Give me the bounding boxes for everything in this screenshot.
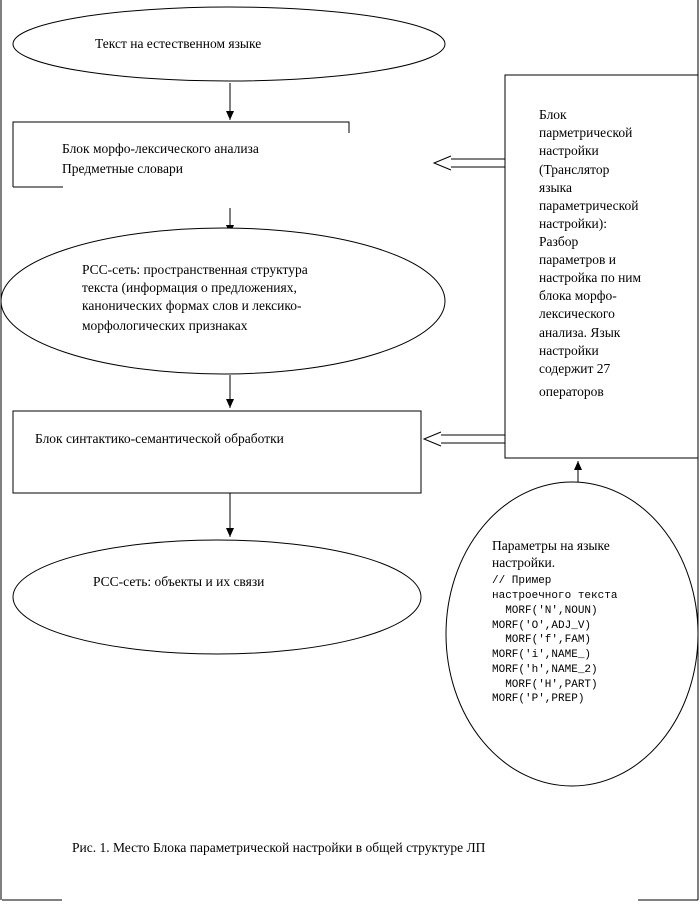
node-morpho-lexical: [13, 122, 349, 187]
node-param-language: [446, 482, 698, 786]
double-arrow-param-to-syntactic: [424, 432, 505, 446]
double-arrow-param-to-morpho: [434, 156, 505, 170]
node-morpho-lexical-label: Блок морфо-лексического анализа Предметные словари: [62, 141, 259, 176]
node-rss-objects-label: РСС-сеть: объекты и их связи: [93, 574, 265, 589]
node-rss-spatial-label: РСС-сеть: пространственная структура текста (информация о предложениях, канонических формах слов и лексико- морфологических признаках: [82, 262, 308, 333]
node-syntactic-semantic: [13, 411, 421, 493]
node-natural-text: [13, 7, 445, 81]
node-rss-objects: [13, 540, 421, 654]
node-param-block-label: Блок парметрической настройки (Транслятор языка параметрической настройки): Разбор параметров и настройка по ним блока морфо- лексического анализа. Язык настройки содержит 27 операторов: [539, 107, 642, 399]
figure-caption: Рис. 1. Место Блока параметрической настройки в общей структуре ЛП: [72, 840, 486, 855]
node-syntactic-semantic-label: Блок синтактико-семантической обработки: [35, 431, 284, 446]
node-param-language-code: // Пример настроечного текста MORF('N',NOUN) MORF('O',ADJ_V) MORF('f',FAM) MORF('i',NAME_) MORF('h',NAME_2) MORF('H',PART) MORF('P',PREP): [492, 575, 618, 705]
node-param-language-label: Параметры на языке настройки.: [492, 538, 610, 570]
node-natural-text-label: Текст на естественном языке: [95, 36, 262, 51]
node-rss-spatial: [1, 228, 445, 374]
node-param-block: [505, 75, 698, 458]
